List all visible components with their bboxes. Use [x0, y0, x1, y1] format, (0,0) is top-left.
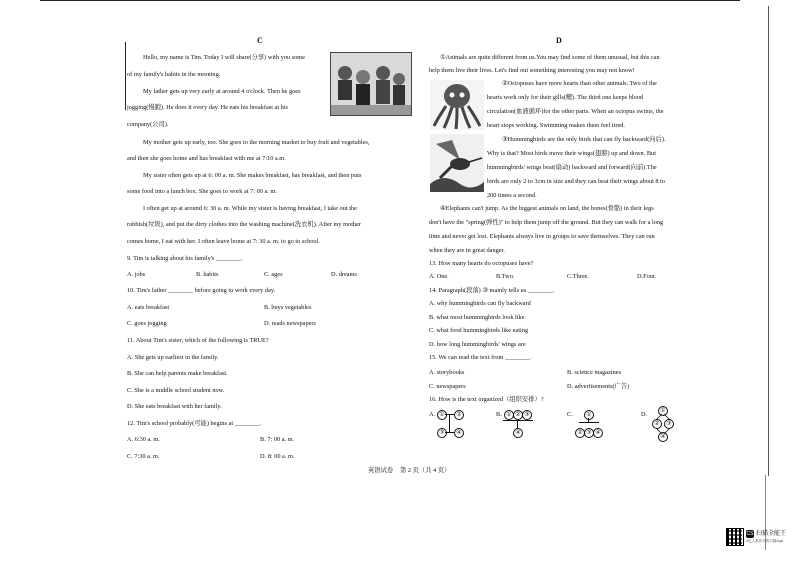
left-p3-line1: My mother gets up early, too. She goes to the morning market to buy fruit and vegetables, — [143, 139, 370, 146]
qr-code-overlay — [726, 528, 742, 544]
right-p2-line1: ②Octopuses have more hearts than other animals. Two of the — [502, 80, 657, 87]
right-p3-line2: Why is that? Most birds move their wings(翅膀) up and down. But — [487, 150, 656, 157]
left-p4-line1: My sister often gets up at 6: 00 a. m. She makes breakfast, has breakfast, and then puts — [143, 172, 362, 179]
q13-option-d: D.Four. — [637, 273, 657, 280]
left-p1-line1: Hello, my name is Tim. Today I will share(分享) with you some — [143, 54, 305, 61]
circle-4: ④ — [454, 428, 464, 438]
circle-3: ③ — [584, 428, 594, 438]
right-p4-line1: ④Elephants can't jump. As the biggest animals on land, the bones(骨骼) in their legs — [440, 205, 654, 212]
circle-3: ③ — [522, 410, 532, 420]
family-photo — [330, 52, 412, 116]
section-c-heading: C — [257, 36, 263, 45]
q11-option-c: C. She is a middle school student now. — [127, 387, 225, 394]
right-p2-line4: heart stops working. Swimming makes them feel tired. — [487, 122, 625, 129]
circle-1: ① — [584, 410, 594, 420]
q14-option-a: A. why hummingbirds can fly backward — [429, 300, 531, 307]
q10-option-a: A. eats breakfast — [127, 304, 170, 311]
connector-line — [517, 420, 518, 428]
q11-option-a: A. She gets up earliest in the family. — [127, 354, 219, 361]
left-p5-line1: I often get up at around 6: 30 a. m. While my sister is having breakfast, I take out the — [143, 205, 357, 212]
circle-2: ② — [454, 410, 464, 420]
question-11: 11. About Tim's sister, which of the following is TRUE? — [127, 337, 269, 344]
connector-line — [445, 414, 454, 415]
connector-line — [449, 414, 450, 432]
scanner-watermark — [726, 526, 786, 548]
q10-option-c: C. goes jogging — [127, 320, 167, 327]
left-p5-line2: rubbish(垃圾), and put the dirty clothes into the washing machine(洗衣机). After my mother — [127, 221, 361, 228]
left-p3-line2: and then she goes home and has breakfast with me at 7:10 a.m. — [127, 155, 286, 162]
left-p2-line2: jogging(慢跑). He does it every day. He eats his breakfast at his — [127, 104, 288, 111]
circle-1: ① — [437, 410, 447, 420]
right-p1-line1: ①Animals are quite different from us.You may find some of them unusual, but this can — [440, 54, 660, 61]
diamond-connectors — [650, 404, 676, 444]
q15-option-c: C. newspapers — [429, 383, 466, 390]
q14-option-d: D. how long hummingbirds' wings are — [429, 341, 526, 348]
right-p4-line3: time and never get lost. Elephants always live in groups to save themselves. They can run — [429, 233, 655, 240]
footer-page-number: 第 2 页（共 4 页） — [400, 467, 451, 474]
connector-line — [503, 420, 533, 421]
octopus-picture — [430, 80, 484, 130]
question-15: 15. We can read the text from ________. — [429, 354, 532, 361]
connector-line — [588, 418, 589, 422]
q15-option-a: A. storybooks — [429, 369, 465, 376]
right-p3-line3: hummingbirds' wings beat(扇动) backward and forward(向前).The — [487, 164, 657, 171]
q10-option-d: D. reads newspapers — [264, 320, 316, 327]
question-10: 10. Tim's father ________ before going to work every day. — [127, 287, 276, 294]
scanner-logo-icon: CS — [746, 531, 754, 537]
q12-option-b: B. 7: 00 a. m. — [260, 436, 295, 443]
circle-4: ④ — [658, 432, 668, 442]
right-p2-line3: circulation(血液循环)for the other parts. When an octopus swims, the — [487, 108, 664, 115]
scanner-app-name: 扫描全能王 — [756, 530, 787, 537]
q12-option-d: D. 8: 00 a. m. — [260, 453, 295, 460]
scanner-app-tagline: 3亿人都在用的扫描App — [746, 539, 784, 543]
q14-option-b: B. what most hummingbirds look like — [429, 314, 525, 321]
left-p1-line2: of my family's habits in the morning. — [127, 71, 221, 78]
question-16: 16. How is the text organized（组织安排）? — [429, 396, 544, 403]
circle-4: ④ — [513, 428, 523, 438]
right-p3-line4: birds are only 2 to 3cm in size and they can beat their wings about 8 to — [487, 178, 666, 185]
hummingbird-illustration — [430, 134, 484, 192]
left-p4-line2: some food into a lunch box. She goes to work at 7: 00 a. m. — [127, 188, 277, 195]
q13-option-b: B.Two. — [496, 273, 515, 280]
q11-option-b: B. She can help parents make breakfast. — [127, 370, 228, 377]
octopus-illustration — [430, 80, 484, 130]
hummingbird-picture — [430, 134, 484, 192]
q15-option-d: D. advertisements(广告) — [567, 383, 630, 390]
family-photo-illustration — [331, 53, 411, 115]
q9-option-c: C. ages — [264, 271, 283, 278]
left-p5-line3: comes home, I eat with her. I often leave home at 7: 30 a. m. to go to school. — [127, 238, 320, 245]
right-p3-line1: ③Hummingbirds are the only birds that can fly backward(向后). — [502, 136, 666, 143]
footer-subject: 英语试卷 — [368, 467, 394, 474]
question-13: 13. How many hearts do octopuses have? — [429, 260, 534, 267]
circle-2: ② — [513, 410, 523, 420]
right-p4-line4: when they are in great danger. — [429, 247, 505, 254]
q11-option-d: D. She eats breakfast with her family. — [127, 403, 222, 410]
q12-option-c: C. 7:30 a. m. — [127, 453, 160, 460]
circle-4: ④ — [593, 428, 603, 438]
q10-option-b: B. buys vegetables — [264, 304, 312, 311]
q9-option-a: A. jobs — [127, 271, 146, 278]
circle-2: ② — [652, 419, 662, 429]
q14-option-c: C. what food hummingbirds like eating — [429, 327, 528, 334]
circle-2: ② — [575, 428, 585, 438]
q13-option-c: C.Three. — [567, 273, 590, 280]
left-p2-line3: company(公司). — [127, 121, 169, 128]
scan-edge-top — [40, 0, 740, 1]
q16-option-c-letter: C. — [567, 411, 573, 418]
q9-option-d: D. dreams — [331, 271, 357, 278]
q12-option-a: A. 6:30 a. m. — [127, 436, 160, 443]
connector-line — [579, 422, 599, 423]
circle-3: ③ — [437, 428, 447, 438]
circle-3: ③ — [664, 419, 674, 429]
right-p3-line5: 200 times a second. — [487, 192, 537, 199]
q16-option-b-letter: B. — [496, 411, 502, 418]
left-p2-line1: My father gets up very early at around 4 o'clock. Then he goes — [143, 88, 301, 95]
connector-line — [445, 432, 454, 433]
right-p2-line2: hearts work only for their gills(鳃). The third one keeps blood — [487, 94, 644, 101]
circle-1: ① — [504, 410, 514, 420]
q16-option-d-letter: D. — [641, 411, 648, 418]
question-9: 9. Tim is talking about his family's ________. — [127, 255, 243, 262]
right-p1-line2: help them live their lives. Let's find out something interesting you may not know! — [429, 67, 635, 74]
question-12: 12. Tim's school probably(可能) begins at ________. — [127, 420, 262, 427]
q16-option-a-letter: A. — [429, 411, 436, 418]
scan-edge-right — [768, 6, 769, 476]
question-14: 14. Paragraph(段落) ③ mainly tells us ________. — [429, 287, 555, 294]
q9-option-b: B. habits — [196, 271, 219, 278]
q15-option-b: B. science magazines — [567, 369, 622, 376]
scan-edge-left — [125, 42, 126, 110]
section-d-heading: D — [556, 36, 562, 45]
q13-option-a: A. One. — [429, 273, 449, 280]
circle-1: ① — [658, 406, 668, 416]
right-p4-line2: don't have the "spring(弹性)" to help them jump off the ground. But they can walk for a long — [429, 219, 664, 226]
